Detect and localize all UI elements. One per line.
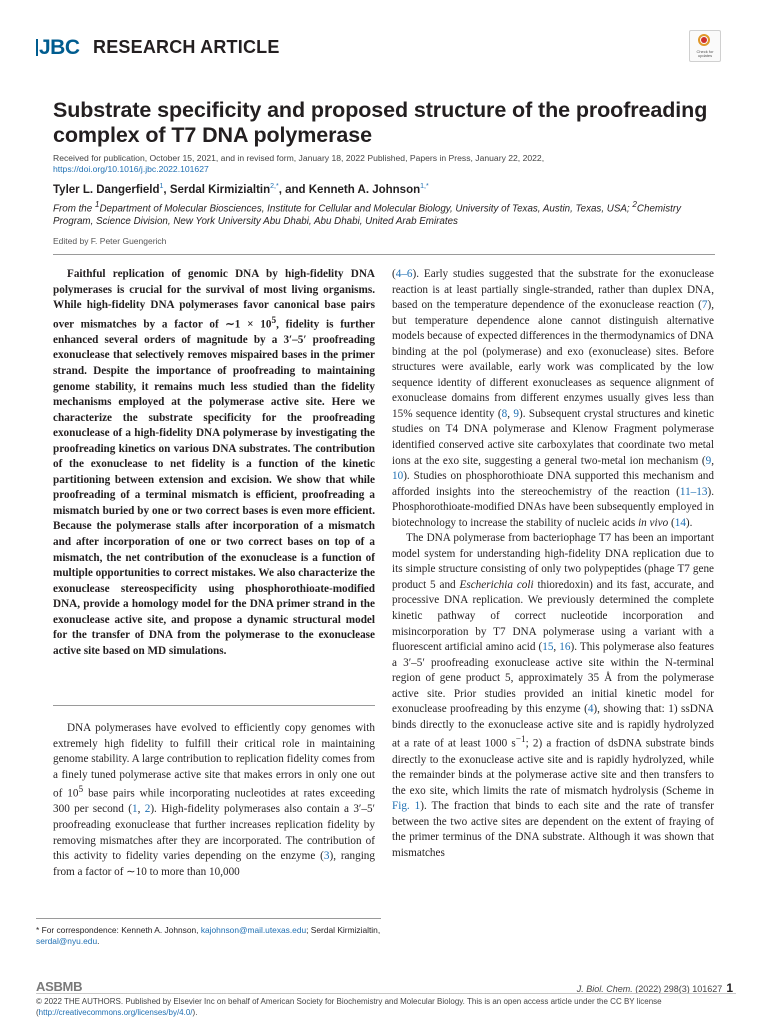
email-link[interactable]: kajohnson@mail.utexas.edu [200, 925, 307, 935]
email-link[interactable]: serdal@nyu.edu [36, 936, 98, 946]
received-dates: Received for publication, October 15, 2021, and in revised form, January 18, 2022 Published, Papers in Press, January 22, 2022, [53, 153, 545, 163]
author-affiliation-mark[interactable]: 1,* [420, 183, 429, 190]
introduction-left: DNA polymerases have evolved to efficiently copy genomes with extremely high fidelity to fulfill their critical role in maintaining genome stability. A large contribution to replication fidelity comes from a finely tuned polymerase active site that makes errors in only one out of $10^5$ base pairs while incorporating nucleotides at rates exceeding 300 per second (1, 2). High-fidelity polymerases also contain a 3′–5′ proofreading exonuclease that further increases replication fidelity by removing mismatches after they are incorporated. The contribution of this activity to fidelity varies depending on the enzyme (3), ranging from a factor of ∼10 to more than 10,000 [53, 722, 375, 878]
citation-link[interactable]: 4 [587, 703, 594, 716]
author-affiliation-mark[interactable]: 2,* [270, 183, 279, 190]
article-type-label: RESEARCH ARTICLE [93, 37, 280, 57]
introduction-right: (4–6). Early studies suggested that the substrate for the exonuclease reaction is at least partially single-stranded, rather than duplex DNA, based on the temperature dependence of the exonuclease reaction (7), but temperature dependence alone cannot distinguish alternative models because of expected differences in the thermodynamics of DNA binding at the pol (polymerase) and exo (exonuclease) sites. Before structures were available, early work was complicated by the low sequence identity of different exonucleases as sequence alignment of exonuclease domains from different enzymes usually gives less than 15% sequence identity (8, 9). Subsequent crystal structures and kinetic studies on T4 DNA polymerase and Klenow Fragment polymerase identified conserved active site carboxylates that coordinate two metal ions at the exo site, suggesting a general two-metal ion mechanism (9, 10). Studies on phosphorothioate DNA supported this mechanism and afforded insights into the stereochemistry of the reaction (11–13). Phosphorothioate-modified DNAs have been subsequently employed in biotechnology to increase the stability of nucleic acids in vivo (14). The DNA polymerase from bacteriophage T7 has been an important model system for understanding high-fidelity DNA replication due to its simple structure consisting of only two polypeptides (phage T7 gene product 5 and Escherichia coli thioredoxin) and its fast, accurate, and processive DNA replication. We previously determined the complete kinetic pathway of correct nucleotide incorporation and misincorporation by T7 DNA polymerase using a variant with a fluorescent artificial amino acid (15, 16). This polymerase also features a 3′–5′ proofreading exonuclease active site within the N-terminal region of gene product 5, approximately 35 Å from the polymerase active site. Prior studies provided an initial kinetic model for exonuclease proofreading by this enzyme (4), showing that: 1) ssDNA binds directly to the exonuclease active site and is rapidly hydrolyzed at a rate of at least 1000 $s^{-1}$; 2) a fraction of dsDNA substrate binds directly to the exonuclease active site and is rapidly hydrolyzed, while the remainder binds at the polymerase active site and then transfers to the exo site, which limits the rate of mismatch hydrolysis (Scheme in Fig. 1). The fraction that binds to each site and the rate of transfer between the two active sites are dependent on the extent of fraying of the primer terminus of the DNA substrate. Although it was shown that mismatches [392, 268, 715, 859]
author-name[interactable]: Kenneth A. Johnson [308, 183, 421, 196]
citation-link[interactable]: 10 [392, 470, 404, 483]
citation-link[interactable]: 11–13 [679, 485, 708, 498]
abstract: Faithful replication of genomic DNA by high-fidelity DNA polymerases is crucial for the survival of most living organisms. While high-fidelity DNA polymerases favor canonical base pairs over mismatches by a factor of ∼1 × $10^5$, fidelity is further enhanced several orders of magnitude by a 3′–5′ proofreading exonuclease that selectively removes mispaired bases in the primer strand. Despite the importance of proofreading to maintaining genome stability, it remains much less studied than the fidelity mechanisms employed at the polymerase active site. Here we characterize the substrate specificity for the proofreading exonuclease of a high-fidelity DNA polymerase by investigating the proofreading kinetics on various DNA substrates. The contribution of the exonuclease to net fidelity is a function of the kinetic partitioning between extension and excision. We show that while proofreading of a terminal mismatch is efficient, proofreading a mismatch buried by one or two correct bases is even more efficient. Because the polymerase stalls after incorporation of a mismatch and after incorporation of one or two correct bases on top of a mismatch, the net contribution of the exonuclease is a function of multiple opportunities to correct mistakes. We also characterize the exonuclease stereospecificity using phosphorothioate-modified DNA, provide a homology model for the DNA primer strand in the exonuclease active site, and propose a dynamic structural model for the transfer of DNA from the polymerase to the exonuclease active site based on MD simulations. [53, 268, 375, 657]
jbc-logo[interactable]: JBC [36, 36, 80, 60]
figure-link[interactable]: Fig. 1 [392, 800, 421, 813]
citation-link[interactable]: 8 [501, 407, 508, 420]
author-affiliation-mark[interactable]: 1 [159, 183, 164, 190]
citation-link[interactable]: 2 [144, 803, 151, 816]
correspondence-footnote: * For correspondence: Kenneth A. Johnson, kajohnson@mail.utexas.edu; Serdal Kirmizialtin, serdal@nyu.edu. [36, 925, 381, 946]
footer-divider [36, 993, 736, 994]
check-updates-dot-icon [701, 37, 707, 43]
publication-history [53, 153, 733, 175]
citation-link[interactable]: 16 [559, 641, 571, 654]
journal-citation: J. Biol. Chem. (2022) 298(3) 101627 1 [576, 981, 733, 995]
license-link[interactable]: http://creativecommons.org/licenses/by/4.0/ [38, 1008, 193, 1017]
check-updates-label: Check for updates [696, 49, 714, 58]
copyright-notice: © 2022 THE AUTHORS. Published by Elsevier Inc on behalf of American Society for Biochemistry and Molecular Biology. This is an open access article under the CC BY license (http://creativecommons.org/licenses/by/4.0/). [36, 997, 662, 1017]
citation-link[interactable]: 1 [131, 803, 138, 816]
author-name[interactable]: Tyler L. Dangerfield [53, 183, 160, 196]
asbmb-logo[interactable]: ASBMB [36, 979, 83, 994]
citation-link[interactable]: 15 [542, 641, 554, 654]
footnote-divider [36, 918, 381, 919]
header-divider [53, 254, 715, 255]
journal-header [36, 30, 736, 66]
jbc-logo-bar-icon [36, 39, 38, 56]
citation-link[interactable]: 7 [701, 299, 708, 312]
abstract-divider [53, 705, 375, 706]
citation-link[interactable]: 3 [323, 850, 330, 863]
check-for-updates-button[interactable] [689, 30, 721, 62]
citation-link[interactable]: 4–6 [395, 268, 413, 280]
edited-by: Edited by F. Peter Guengerich [53, 236, 167, 246]
author-name[interactable]: Serdal Kirmizialtin [169, 183, 271, 196]
citation-link[interactable]: 14 [674, 516, 686, 529]
doi-link[interactable]: https://doi.org/10.1016/j.jbc.2022.101627 [53, 164, 209, 174]
author-separator: , [163, 183, 170, 196]
author-list [53, 180, 733, 197]
citation-link[interactable]: 9 [705, 454, 712, 467]
citation-link[interactable]: 9 [513, 407, 519, 420]
article-title: Substrate specificity and proposed structure of the proofreading complex of T7 DNA polymerase [53, 98, 708, 147]
author-separator: , and [278, 183, 309, 196]
affiliations: From the $^1$Department of Molecular Biosciences, Institute for Cellular and Molecular Biology, University of Texas, Austin, Texas, USA; $^2$Chemistry Program, Science Division, New York University Abu Dhabi, Abu Dhabi, United Arab Emirates [53, 200, 682, 227]
page-number: 1 [726, 981, 733, 995]
